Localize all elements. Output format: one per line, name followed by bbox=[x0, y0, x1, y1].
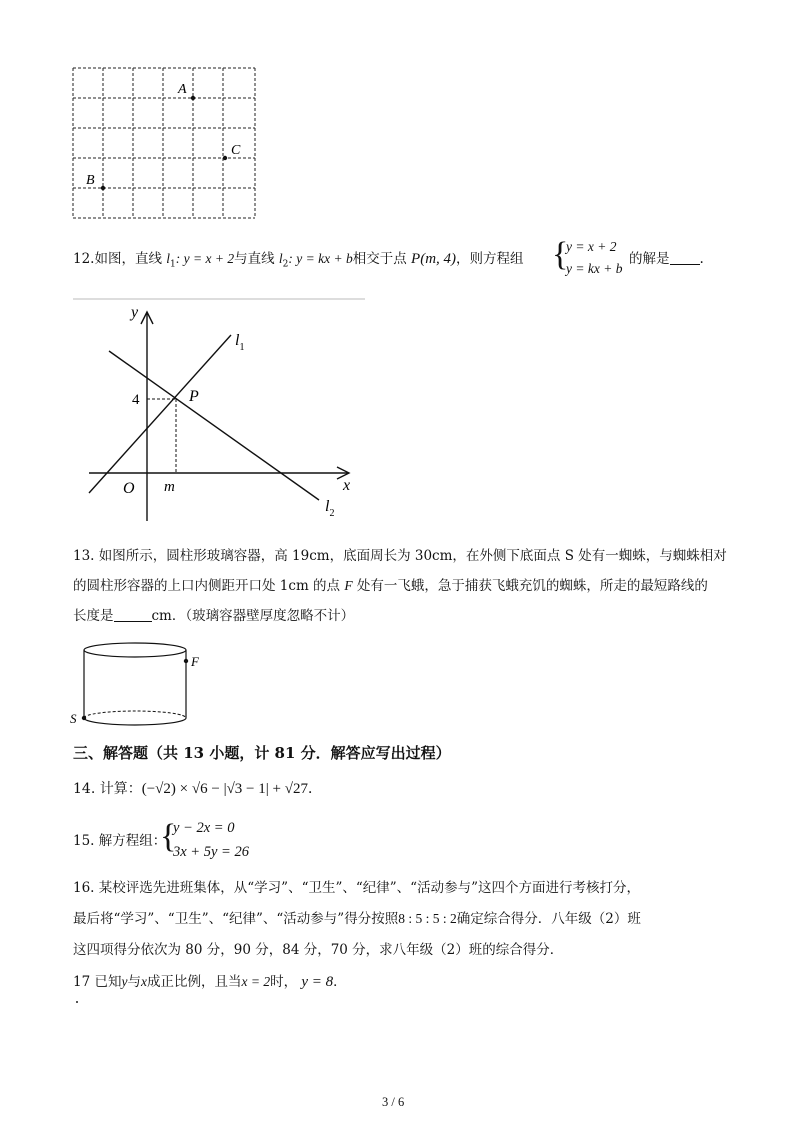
q13-answer-blank bbox=[114, 607, 152, 622]
q12-end: . bbox=[699, 251, 704, 267]
x-label: x bbox=[343, 477, 351, 494]
q12-l2-sub: 2 bbox=[282, 259, 289, 270]
cylinder-figure bbox=[66, 636, 216, 736]
q13-line-3b: cm．（玻璃容器壁厚度忽略不计） bbox=[151, 608, 355, 624]
q17-y: y bbox=[121, 974, 128, 989]
line-l1 bbox=[89, 335, 231, 493]
q15-prefix: 15. 解方程组： bbox=[73, 833, 167, 849]
point-b bbox=[101, 186, 105, 190]
q12-l1-eq: : y = x + 2 bbox=[175, 251, 235, 266]
q14-expr-abs: √3 − 1 bbox=[226, 781, 266, 797]
q12-l1-name: l bbox=[166, 251, 171, 266]
page-number: 3 / 6 bbox=[382, 1095, 405, 1109]
point-a bbox=[191, 96, 195, 100]
q15-eq2: 3x + 5y = 26 bbox=[173, 844, 249, 860]
q16-line-2 bbox=[73, 909, 641, 929]
p-label: P bbox=[189, 388, 199, 405]
q13-line-3 bbox=[73, 606, 354, 626]
q12-point: P(m, 4) bbox=[411, 251, 457, 267]
q13-f: F bbox=[344, 578, 353, 593]
label-a: A bbox=[178, 82, 187, 97]
q12-answer-blank bbox=[670, 250, 700, 265]
q14-text: 14. 计算：(−√2) × √6 − |√3 − 1| + √27． bbox=[73, 781, 322, 797]
q15-eq1: y − 2x = 0 bbox=[173, 820, 235, 836]
q12-text-4: ，则方程组 bbox=[456, 251, 524, 267]
q14-end: ． bbox=[308, 781, 322, 797]
four-label: 4 bbox=[132, 392, 140, 408]
point-s bbox=[82, 716, 86, 720]
q17-cond1: x = 2 bbox=[241, 974, 271, 989]
q12-figure bbox=[73, 296, 368, 526]
q12-tail bbox=[629, 249, 704, 269]
q12-text-5: 的解是 bbox=[629, 251, 670, 267]
q16-line-3: 这四项得分依次为 80 分，90 分，84 分，70 分，求八年级（2）班的综合得分． bbox=[73, 942, 564, 958]
q13-line-3a: 长度是 bbox=[73, 608, 114, 624]
q14-expr-a: (−√2) × √6 − bbox=[141, 781, 224, 797]
q12-sys-eq1: y = x + 2 bbox=[566, 239, 617, 254]
q16-ratio: 8 : 5 : 5 : 2 bbox=[398, 911, 457, 926]
q13-line-2b: 处有一飞蛾，急于捕获飞蛾充饥的蜘蛛，所走的最短路线的 bbox=[356, 578, 708, 594]
q17-text-b: 时， bbox=[270, 974, 298, 990]
q12-l2-eq: : y = kx + b bbox=[288, 251, 353, 266]
l2-label: $l_2$ bbox=[325, 498, 335, 519]
point-c bbox=[223, 156, 227, 160]
q16-line-1: 16. 某校评选先进班集体，从“学习”、“卫生”、“纪律”、“活动参与”这四个方面进行考核打分， bbox=[73, 880, 640, 896]
q13-line-1: 13. 如图所示，圆柱形玻璃容器，高 19cm，底面周长为 30cm，在外侧下底面点 S 处有一蜘蛛，与蜘蛛相对 bbox=[73, 548, 727, 564]
q12-text-1: 如图，直线 bbox=[94, 251, 162, 267]
f-label: F bbox=[191, 654, 199, 669]
q12-l2-name: l bbox=[278, 251, 283, 266]
cylinder-bottom-front bbox=[84, 718, 186, 725]
q17-mid: 与 bbox=[127, 974, 141, 990]
q17-text-a: 成正比例，且当 bbox=[146, 974, 242, 990]
q14-expr-b: + √27 bbox=[268, 781, 308, 797]
q17-prefix: 17 已知 bbox=[73, 974, 122, 990]
q12-text bbox=[73, 249, 524, 275]
q14-prefix: 14. 计算： bbox=[73, 781, 142, 797]
q13-line-2 bbox=[73, 576, 708, 596]
q13-line-2a: 的圆柱形容器的上口内侧距开口处 1cm 的点 bbox=[73, 578, 341, 594]
stray-dot bbox=[76, 1001, 78, 1003]
q12-number: 12. bbox=[73, 251, 95, 267]
y-label: y bbox=[131, 304, 139, 321]
q17-end: ． bbox=[333, 974, 347, 990]
q15-system-brace: { bbox=[160, 818, 177, 855]
m-label: m bbox=[164, 479, 175, 495]
label-b: B bbox=[86, 173, 95, 188]
cylinder-top bbox=[84, 643, 186, 657]
q12-sys-eq2: y = kx + b bbox=[566, 261, 623, 276]
grid-figure bbox=[60, 60, 280, 230]
label-c: C bbox=[231, 143, 241, 158]
q12-text-3: 相交于点 bbox=[352, 251, 407, 267]
q16-line-2a: 最后将“学习”、“卫生”、“纪律”、“活动参与”得分按照 bbox=[73, 911, 399, 927]
s-label: S bbox=[70, 711, 77, 726]
point-f bbox=[184, 659, 188, 663]
cylinder-bottom-back bbox=[84, 711, 186, 718]
q12-l1-sub: 1 bbox=[170, 259, 176, 270]
q17-text bbox=[73, 972, 347, 992]
q17-x: x bbox=[140, 974, 147, 989]
l1-label: $l_1$ bbox=[235, 332, 245, 353]
origin-label: O bbox=[123, 480, 135, 497]
q16-line-2b: 确定综合得分．八年级（2）班 bbox=[456, 911, 641, 927]
q12-text-2: 与直线 bbox=[234, 251, 275, 267]
line-l2 bbox=[109, 351, 319, 500]
q12-system-brace: { bbox=[552, 236, 569, 273]
q17-cond2: y = 8 bbox=[301, 974, 334, 990]
section-3-title: 三、解答题（共 13 小题，计 81 分．解答应写出过程） bbox=[73, 744, 451, 762]
